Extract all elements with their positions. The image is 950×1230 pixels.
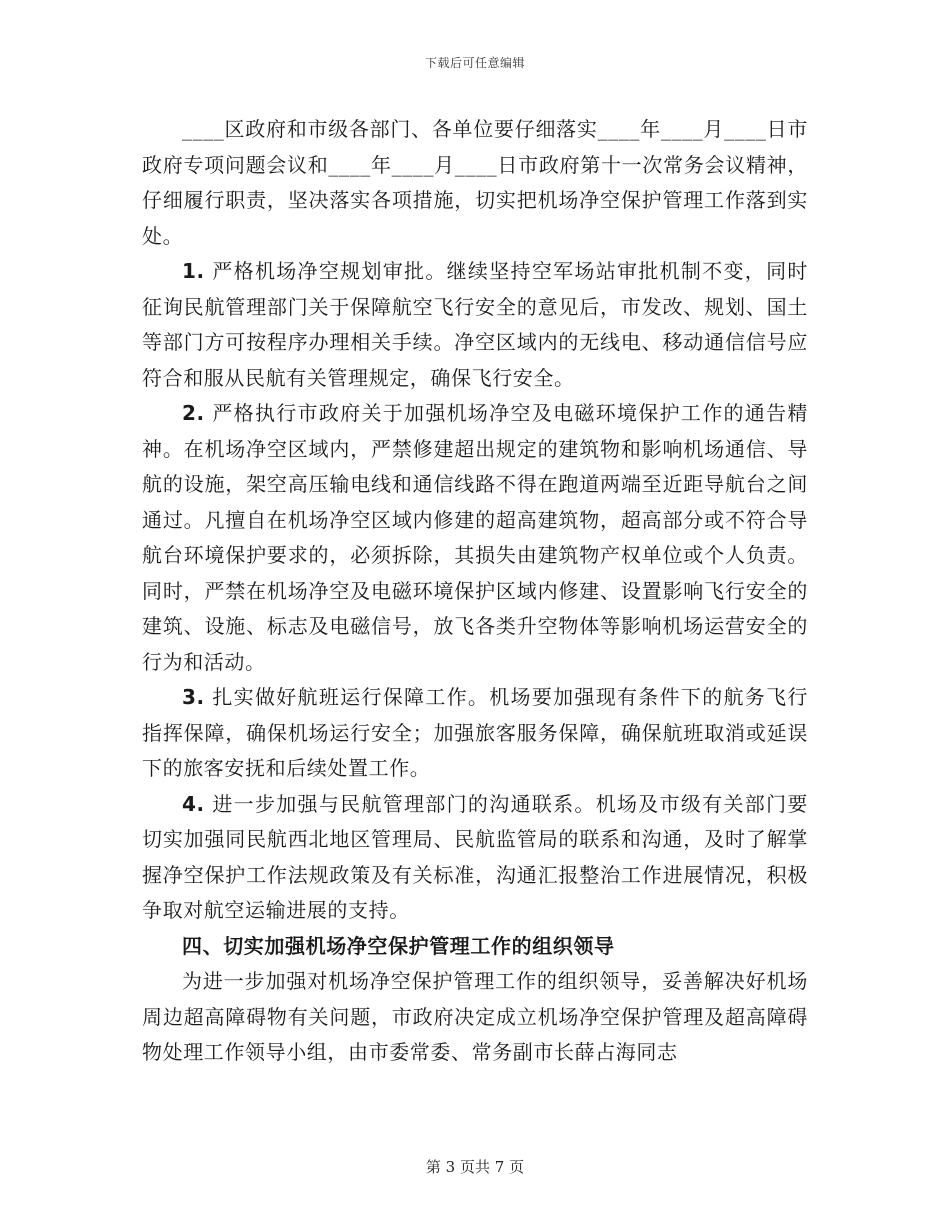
- paragraph-text: 进一步加强与民航管理部门的沟通联系。机场及市级有关部门要切实加强同民航西北地区管理局、民航监管局的联系和沟通，及时了解掌握净空保护工作法规政策及有关标准，沟通汇报整治工作进展情况，积极争取对航空运输进展的支持。: [142, 791, 808, 922]
- section-heading: 四、切实加强机场净空保护管理工作的组织领导: [182, 933, 615, 958]
- item-number: 4.: [182, 791, 205, 816]
- paragraph-text: 扎实做好航班运行保障工作。机场要加强现有条件下的航务飞行指挥保障，确保机场运行安全；加强旅客服务保障，确保航班取消或延误下的旅客安抚和后续处置工作。: [142, 685, 808, 780]
- paragraph-intro: [142, 112, 808, 254]
- paragraph-text: ____区政府和市级各部门、各单位要仔细落实____年____月____日市政府专项问题会议和____年____月____日市政府第十一次常务会议精神，仔细履行职责，坚决落实各项措施，切实把机场净空保护管理工作落到实处。: [142, 117, 808, 248]
- paragraph-item-4: [142, 787, 808, 929]
- item-number: 3.: [182, 685, 205, 709]
- paragraph-item-2: [142, 396, 808, 680]
- paragraph-item-1: [142, 254, 808, 396]
- page-number: 第 3 页共 7 页: [425, 1158, 525, 1176]
- paragraph-text: 严格执行市政府关于加强机场净空及电磁环境保护工作的通告精神。在机场净空区域内，严禁修建超出规定的建筑物和影响机场通信、导航的设施，架空高压输电线和通信线路不得在跑道两端至近距导航台之间通过。凡擅自在机场净空区域内修建的超高建筑物，超高部分或不符合导航台环境保护要求的，必须拆除，其损失由建筑物产权单位或个人负责。同时，严禁在机场净空及电磁环境保护区域内修建、设置影响飞行安全的建筑、设施、标志及电磁信号，放飞各类升空物体等影响机场运营安全的行为和活动。: [142, 401, 808, 674]
- item-number: 2.: [182, 401, 205, 425]
- document-body: [142, 112, 808, 1071]
- paragraph-closing: [142, 964, 808, 1071]
- paragraph-text: 为进一步加强对机场净空保护管理工作的组织领导，妥善解决好机场周边超高障碍物有关问题，市政府决定成立机场净空保护管理及超高障碍物处理工作领导小组，由市委常委、常务副市长薛占海同志: [142, 969, 808, 1064]
- paragraph-item-3: [142, 680, 808, 787]
- page-header-note: 下载后可任意编辑: [424, 56, 525, 70]
- paragraph-text: 严格机场净空规划审批。继续坚持空军场站审批机制不变，同时征询民航管理部门关于保障航空飞行安全的意见后，市发改、规划、国土等部门方可按程序办理相关手续。净空区域内的无线电、移动通信信号应符合和服从民航有关管理规定，确保飞行安全。: [142, 259, 808, 390]
- item-number: 1.: [182, 259, 205, 283]
